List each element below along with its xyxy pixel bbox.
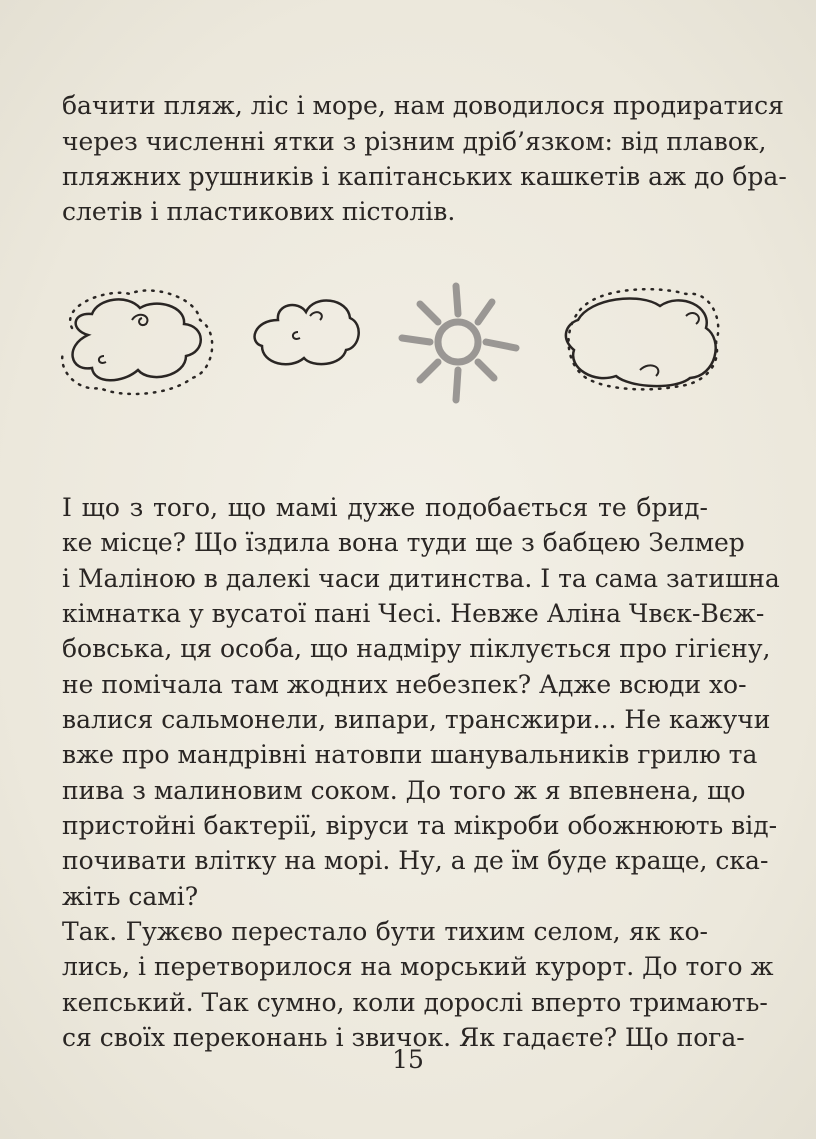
text-line: почивати влітку на морі. Ну, а де їм буде краще, ска- — [62, 846, 769, 875]
text-line: вже про мандрівні натовпи шанувальників грилю та — [62, 740, 758, 769]
text-line: І що з того, що мамі дуже подобається те брид- — [62, 493, 708, 522]
text-line: і Маліною в далекі часи дитинства. І та сама затишна — [62, 564, 780, 593]
text-line: пива з малиновим соком. До того ж я впевнена, що — [62, 776, 746, 805]
text-line: пристойні бактерії, віруси та мікроби обожнюють від- — [62, 811, 778, 840]
text-line: ся своїх переконань і звичок. Як гадаєте? Що пога- — [62, 1023, 745, 1052]
text-line: слетів і пластикових пістолів. — [62, 197, 456, 226]
text-line: валися сальмонели, випари, трансжири... Не кажучи — [62, 705, 771, 734]
text-line: через численні ятки з різним дріб’язком: від плавок, — [62, 127, 767, 156]
sun-icon — [402, 286, 516, 400]
dotted-cloud-icon — [566, 289, 718, 389]
text-line: не помічала там жодних небезпек? Адже всюди хо- — [62, 670, 747, 699]
text-line: пляжних рушників і капітанських кашкетів аж до бра- — [62, 162, 787, 191]
text-line: бачити пляж, ліс і море, нам доводилося продиратися — [62, 91, 784, 120]
text-line: Так. Гужєво перестало бути тихим селом, як ко- — [62, 917, 708, 946]
doodle-illustration — [0, 280, 816, 410]
text-line: жіть самі? — [62, 882, 199, 911]
page-number: 15 — [392, 1045, 424, 1074]
text-line: лись, і перетворилося на морський курорт. До того ж — [62, 952, 774, 981]
text-line: кімнатка у вусатої пані Чесі. Невже Аліна Чвєк-Вєж- — [62, 599, 765, 628]
dotted-cloud-icon — [62, 290, 212, 394]
text-line: ке місце? Що їздила вона туди ще з бабцею Зелмер — [62, 528, 745, 557]
cloud-icon — [255, 301, 359, 365]
text-line: кепський. Так сумно, коли дорослі вперто тримають- — [62, 988, 768, 1017]
text-line: бовська, ця особа, що надміру піклується про гігієну, — [62, 634, 771, 663]
